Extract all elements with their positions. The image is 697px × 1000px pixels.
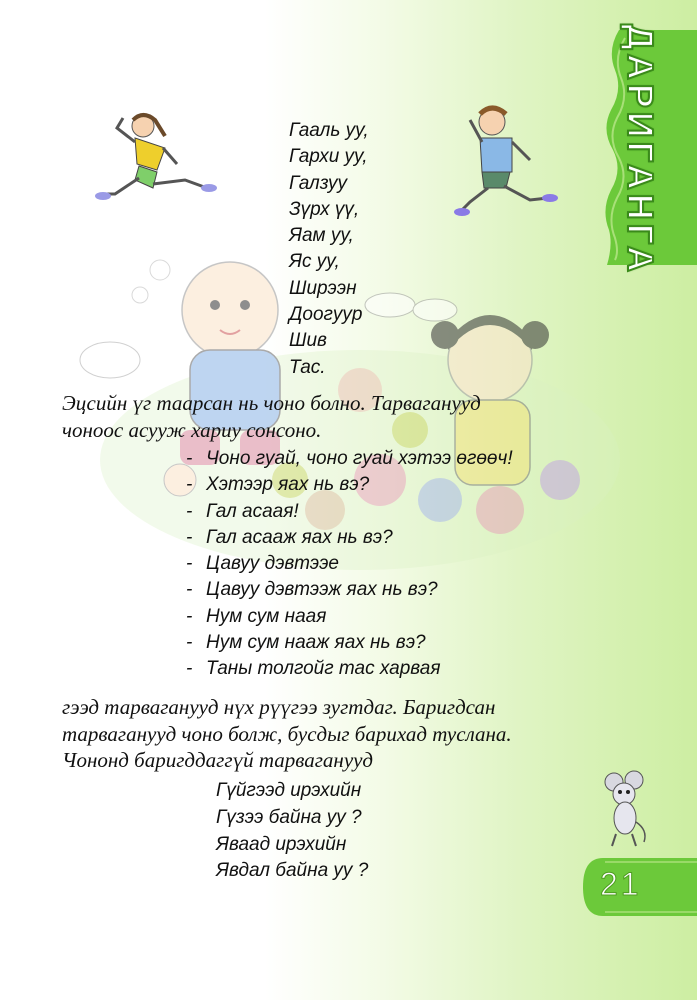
paragraph-line: Чононд баригддаггүй тарваганууд (62, 748, 374, 772)
dialog-text: Гал асаая! (206, 500, 299, 522)
dialog-list (186, 446, 513, 683)
dialog-text: Хэтээр яах нь вэ? (206, 474, 370, 496)
rhyme-line: Зүрх үү, (289, 198, 360, 220)
dialog-line (186, 446, 513, 472)
counting-rhyme (289, 118, 369, 381)
dialog-dash: - (186, 474, 193, 496)
dialog-text: Нум сум нааж яах нь вэ? (206, 632, 426, 654)
paragraph-line: чоноос асууж хариу сонсоно. (62, 417, 322, 442)
rhyme-line: Яс уу, (289, 251, 340, 273)
dialog-dash: - (186, 605, 193, 627)
rhyme-line: Ширээн (289, 277, 357, 299)
dialog-line (186, 604, 513, 630)
dialog-text: Чоно гуай, чоно гуай хэтээ өгөөч! (206, 448, 513, 469)
dialog-line (186, 472, 513, 498)
verse-line: Яваад ирэхийн (216, 833, 347, 855)
rhyme-line: Шив (289, 330, 327, 352)
dialog-dash: - (186, 553, 193, 575)
closing-verse (216, 778, 368, 885)
running-boy-illustration (440, 100, 560, 220)
dialog-line (186, 630, 513, 656)
dialog-text: Гал асааж яах нь вэ? (206, 526, 393, 548)
page-number: 21 (600, 866, 642, 902)
instruction-paragraph-2 (62, 694, 622, 774)
mouse-illustration (600, 770, 650, 850)
dialog-line (186, 551, 513, 577)
dialog-text: Цавуу дэвтээж яах нь вэ? (206, 579, 438, 601)
rhyme-line: Галзуу (289, 172, 347, 194)
running-girl-illustration (95, 108, 225, 213)
side-tab-title (612, 24, 668, 276)
instruction-paragraph-1 (62, 390, 622, 443)
dialog-line (186, 577, 513, 603)
dialog-line (186, 525, 513, 551)
side-tab-title-text: ДАРИГАНГА (620, 24, 661, 276)
dialog-line (186, 499, 513, 525)
rhyme-line: Гааль уу, (289, 120, 369, 141)
verse-line: Гүйгээд ирэхийн (216, 780, 362, 801)
paragraph-line: Эцсийн үг таарсан нь чоно болно. Тарваганууд (62, 391, 481, 415)
rhyme-line: Доогуур (289, 304, 363, 326)
paragraph-line: тарваганууд чоно болж, бусдыг барихад туслана. (62, 721, 512, 746)
dialog-dash: - (186, 500, 193, 522)
dialog-dash: - (186, 448, 193, 469)
dialog-text: Таны толгойг тас харвая (206, 658, 441, 680)
dialog-dash: - (186, 632, 193, 654)
rhyme-line: Тас. (289, 356, 326, 378)
dialog-dash: - (186, 658, 193, 680)
paragraph-line: гээд тарваганууд нүх рүүгээ зугтдаг. Баригдсан (62, 695, 496, 719)
rhyme-line: Яам уу, (289, 225, 354, 247)
verse-line: Явдал байна уу ? (216, 860, 369, 882)
dialog-dash: - (186, 526, 193, 548)
dialog-line (186, 656, 513, 682)
rhyme-line: Гархи уу, (289, 146, 368, 168)
dialog-text: Нум сум наая (206, 605, 327, 627)
verse-line: Гүзээ байна уу ? (216, 806, 362, 828)
dialog-text: Цавуу дэвтээе (206, 553, 339, 575)
dialog-dash: - (186, 579, 193, 601)
